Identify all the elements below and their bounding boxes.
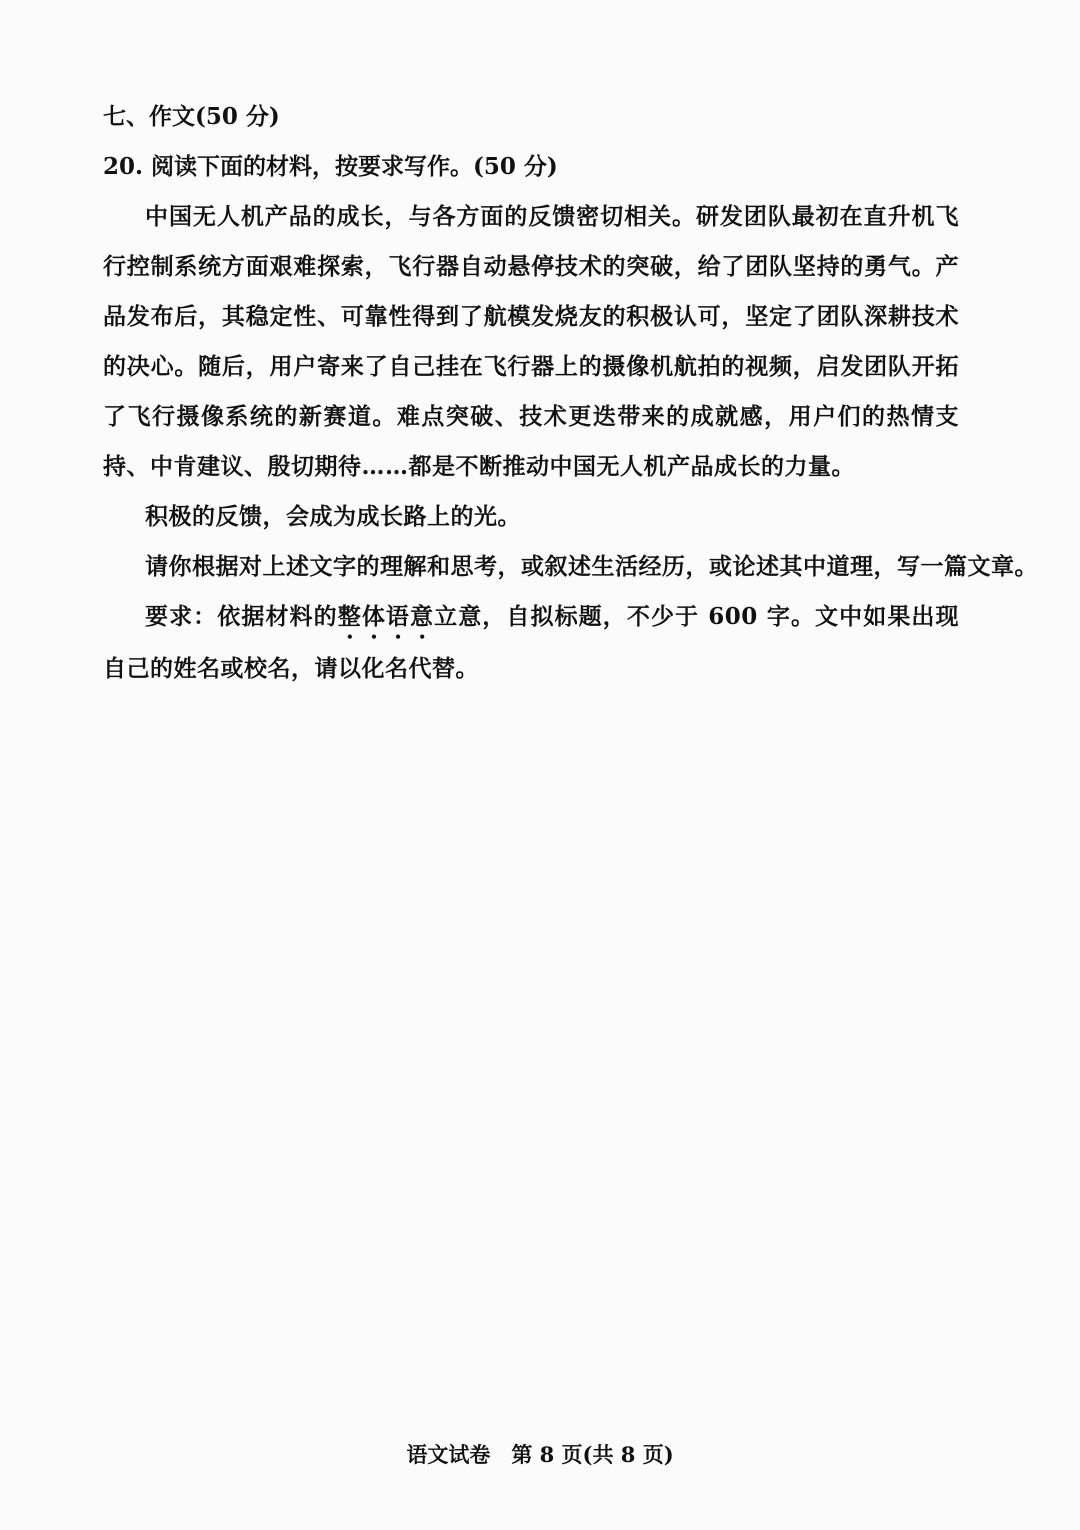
essay-section: [103, 92, 1038, 694]
requirements-lead: 要求：依据材料的: [145, 603, 338, 630]
material-paragraph-2: 积极的反馈，会成为成长路上的光。: [145, 503, 521, 530]
writing-requirements: [103, 592, 959, 694]
requirements-rest: 立意，自拟标题，不少于 600 字。文中如果出现自己的姓名或校名，请以化名代替。: [103, 603, 960, 682]
requirements-emphasis: 整体语意: [337, 603, 435, 630]
question-prompt: 20. 阅读下面的材料，按要求写作。(50 分): [103, 153, 558, 180]
material-paragraph-1: 中国无人机产品的成长，与各方面的反馈密切相关。研发团队最初在直升机飞行控制系统方面艰难探索，飞行器自动悬停技术的突破，给了团队坚持的勇气。产品发布后，其稳定性、可靠性得到了航模发烧友的积极认可，坚定了团队深耕技术的决心。随后，用户寄来了自己挂在飞行器上的摄像机航拍的视频，启发团队开拓了飞行摄像系统的新赛道。难点突破、技术更迭带来的成就感，用户们的热情支持、中肯建议、殷切期待……都是不断推动中国无人机产品成长的力量。: [103, 203, 959, 480]
page-footer: 语文试卷 第 8 页(共 8 页): [406, 1442, 674, 1467]
writing-instruction: 请你根据对上述文字的理解和思考，或叙述生活经历，或论述其中道理，写一篇文章。: [145, 553, 1038, 580]
section-title: 七、作文(50 分): [103, 103, 280, 130]
